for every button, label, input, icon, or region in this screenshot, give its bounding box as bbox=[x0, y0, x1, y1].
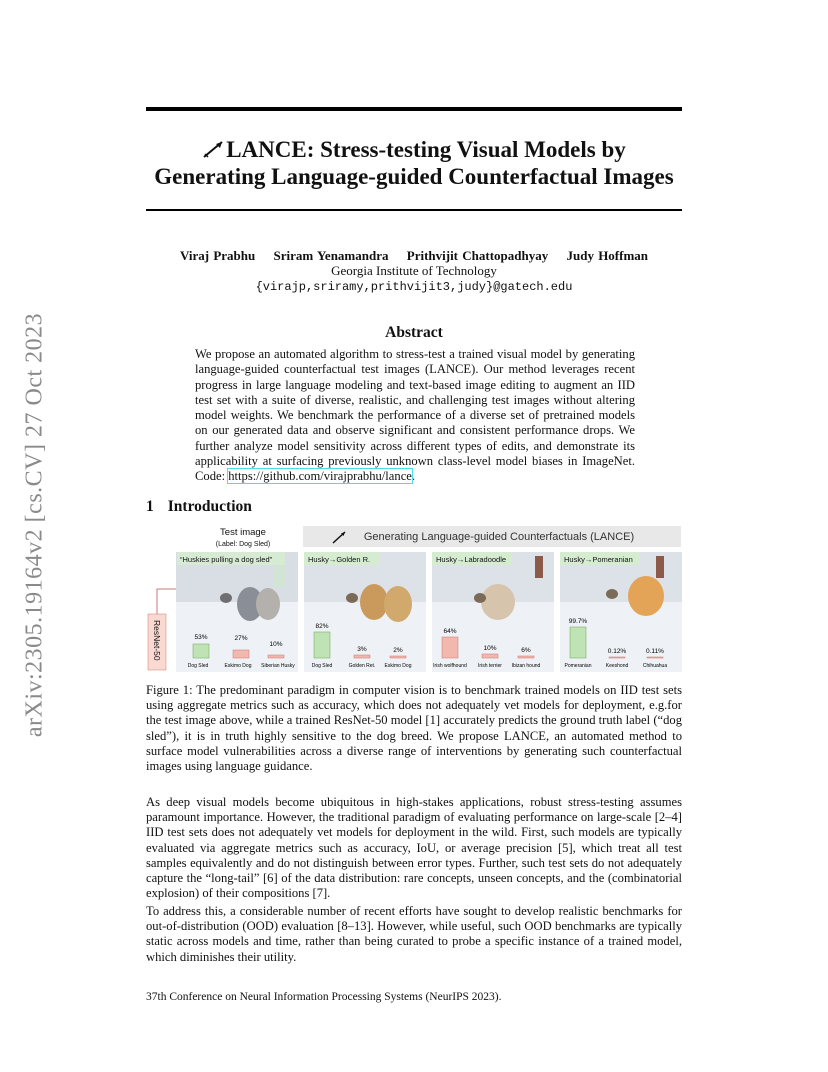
title-line-2: Generating Language-guided Counterfactual Images bbox=[154, 164, 674, 189]
prediction-bar bbox=[647, 657, 663, 658]
prediction-bar bbox=[268, 655, 284, 658]
bar-value-label: 10% bbox=[483, 645, 497, 652]
prediction-bar bbox=[193, 644, 209, 658]
bar-class-label: Golden Ret. bbox=[348, 663, 376, 669]
abstract-body: We propose an automated algorithm to stress-test a trained visual model by generating language-guided counterfactual test images (LANCE). Our method leverages recent progress in large language modeling and text-based image editing to augment an IID test set with a suite of diverse, realistic, and challenging test images without altering model weights. We benchmark the performance of a diverse set of pretrained models on our generated data and observe significant and consistent performance drops. We further analyze model sensitivity across different types of edits, and demonstrate its applicability at surfacing previously unknown class-level model biases in ImageNet. Code: https://github.com/virajprabhu/lance. bbox=[195, 347, 635, 484]
lance-logo-icon bbox=[202, 139, 224, 159]
panel-tag: Husky→Labradoodle bbox=[436, 555, 507, 564]
arxiv-id-text: arXiv:2305.19164v2 [cs.CV] 27 Oct 2023 bbox=[21, 312, 48, 738]
title-line-1: LANCE: Stress-testing Visual Models by bbox=[226, 137, 626, 162]
test-image-sublabel: (Label: Dog Sled) bbox=[215, 541, 271, 548]
test-image-label: Test image bbox=[220, 527, 266, 538]
bar-value-label: 10% bbox=[269, 641, 283, 648]
panel-tag: Husky→Pomeranian bbox=[564, 555, 633, 564]
bar-class-label: Keeshond bbox=[605, 663, 629, 669]
bar-class-label: Irish terrier bbox=[478, 663, 502, 669]
prediction-bar bbox=[442, 637, 458, 658]
abstract-text: We propose an automated algorithm to stress-test a trained visual model by generating language-guided counterfactual test images (LANCE). Our method leverages recent progress in large language modeling and text-based image editing to augment an IID test set with a suite of diverse, realistic, and challenging test images without altering model weights. We benchmark the performance of a diverse set of pretrained models on our generated data and observe significant and consistent performance drops. We further analyze model sensitivity across different types of edits, and demonstrate its applicability at surfacing previously unknown class-level model biases in ImageNet. Code: bbox=[195, 347, 635, 484]
figure-caption bbox=[146, 683, 682, 774]
bar-value-label: 53% bbox=[194, 634, 208, 641]
section-title: Introduction bbox=[167, 498, 252, 515]
bar-class-label: Eskimo Dog bbox=[224, 663, 252, 669]
title-top-rule bbox=[146, 107, 682, 111]
bar-value-label: 27% bbox=[234, 635, 248, 642]
prediction-bar bbox=[390, 656, 406, 658]
panel-original bbox=[176, 552, 298, 672]
figure-1 bbox=[146, 524, 682, 672]
panel-pomeranian bbox=[560, 552, 682, 672]
author-name: Prithvijit Chattopadhyay bbox=[406, 248, 549, 263]
author-name: Viraj Prabhu bbox=[179, 248, 256, 263]
panel-tag: “Huskies pulling a dog sled” bbox=[180, 555, 273, 564]
bar-value-label: 0.11% bbox=[646, 648, 664, 655]
paper-title bbox=[146, 136, 682, 190]
author-name: Judy Hoffman bbox=[566, 248, 649, 263]
section-heading bbox=[146, 498, 252, 516]
caption-text: The predominant paradigm in computer vision is to benchmark trained models on IID test sets using aggregate metrics such as accuracy, which does not adequately vet models for deployment, e.g.for the test image above, while a trained ResNet-50 model [1] accurately predicts the ground truth label (“dog sled”), it is in truth highly sensitive to the dog breed. We propose LANCE, an automated method to surface model vulnerabilities across a diverse range of interventions by generating such counterfactual images using language guidance. bbox=[146, 683, 683, 774]
intro-paragraph-1: As deep visual models become ubiquitous in high-stakes applications, robust stress-testing assumes paramount importance. However, the traditional paradigm of evaluating performance on large-scale [2–4] IID test sets does not adequately vet models for deployment in the wild. First, such models are typically evaluated via aggregate metrics such as accuracy, IoU, or average precision [5], which treat all test samples equivalently and do not distinguish between error types. Further, such test sets do not adequately capture the “long-tail” [6] of the data distribution: rare concepts, unseen concepts, and the (combinatorial explosion) of their compositions [7]. bbox=[146, 795, 682, 901]
model-label: ResNet-50 bbox=[152, 620, 162, 661]
conference-footer: 37th Conference on Neural Information Processing Systems (NeurIPS 2023). bbox=[146, 991, 502, 1003]
prediction-bar bbox=[518, 656, 534, 658]
prediction-bar bbox=[354, 655, 370, 658]
bar-class-label: Eskimo Dog bbox=[384, 663, 412, 669]
bar-class-label: Dog Sled bbox=[311, 663, 333, 669]
bar-class-label: Ibizan hound bbox=[511, 663, 541, 669]
bar-class-label: Pomeranian bbox=[564, 663, 592, 669]
abstract-heading: Abstract bbox=[385, 324, 443, 341]
banner-title: Generating Language-guided Counterfactuals (LANCE) bbox=[363, 531, 635, 543]
model-arrow bbox=[157, 589, 176, 614]
prediction-bar bbox=[482, 654, 498, 658]
panel-tag: Husky→Golden R. bbox=[308, 555, 371, 564]
prediction-bar bbox=[609, 657, 625, 658]
bar-value-label: 2% bbox=[393, 647, 403, 654]
prediction-bar bbox=[314, 632, 330, 658]
arxiv-identifier-stamp bbox=[20, 290, 50, 760]
bar-value-label: 6% bbox=[521, 647, 531, 654]
bar-value-label: 64% bbox=[443, 628, 457, 635]
author-emails: {virajp,sriramy,prithvijit3,judy}@gatech.edu bbox=[255, 280, 573, 294]
code-link[interactable]: https://github.com/virajprabhu/lance bbox=[228, 469, 412, 484]
bar-value-label: 0.12% bbox=[607, 648, 627, 655]
author-name: Sriram Yenamandra bbox=[273, 248, 389, 263]
prediction-bar bbox=[570, 627, 586, 658]
bar-value-label: 99.7% bbox=[568, 618, 588, 625]
affiliation: Georgia Institute of Technology bbox=[331, 263, 497, 278]
bar-value-label: 3% bbox=[357, 646, 367, 653]
panel-golden-retriever bbox=[304, 552, 426, 672]
author-list bbox=[146, 248, 682, 264]
caption-label: Figure 1: bbox=[146, 683, 193, 697]
intro-paragraph-2: To address this, a considerable number of recent efforts have sought to develop realistic benchmarks for out-of-distribution (OOD) evaluation [8–13]. However, while useful, such OOD benchmarks are typically static across models and time, rather than being curated to probe a specific instance of a trained model, which diminishes their utility. bbox=[146, 904, 682, 964]
panel-labradoodle bbox=[432, 552, 554, 672]
bar-class-label: Siberian Husky bbox=[261, 663, 295, 669]
title-bottom-rule bbox=[146, 209, 682, 211]
bar-value-label: 82% bbox=[315, 623, 329, 630]
bar-class-label: Dog Sled bbox=[187, 663, 209, 669]
prediction-bar bbox=[233, 650, 249, 658]
section-number: 1 bbox=[146, 498, 154, 515]
bar-class-label: Chihuahua bbox=[642, 663, 668, 669]
bar-class-label: Irish wolfhound bbox=[433, 663, 467, 669]
